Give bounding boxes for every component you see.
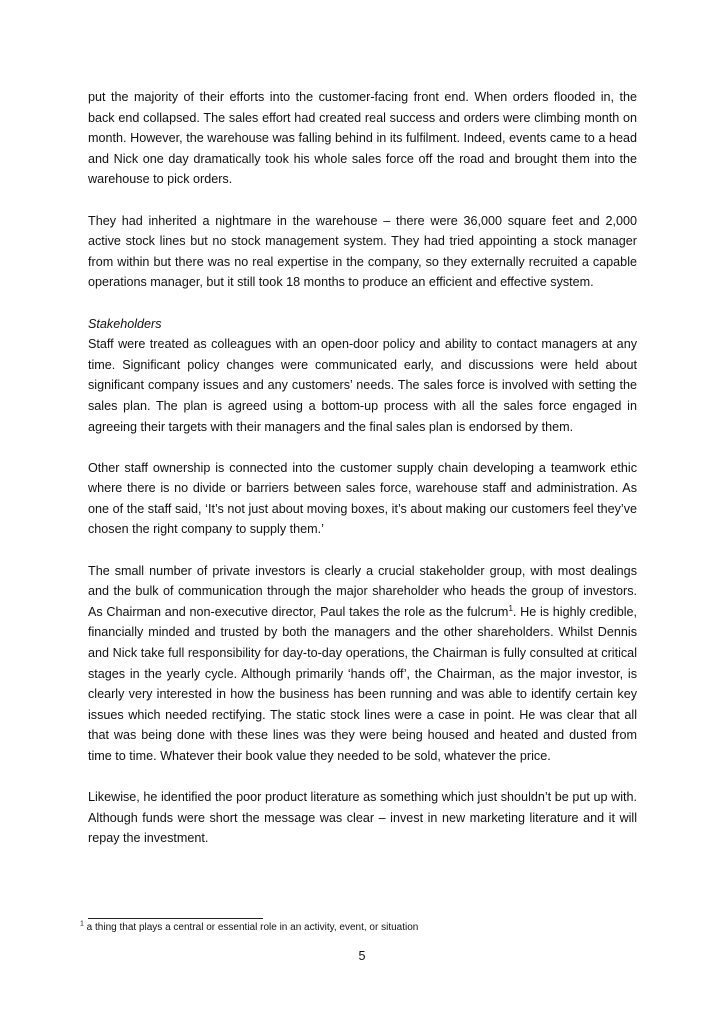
paragraph-staff-colleagues: Staff were treated as colleagues with an open-door policy and ability to contact managers at any time. Significant policy changes were communicated early, and discussions were held about significant company issues and any customers’ needs. The sales force is involved with setting the sales plan. The plan is agreed using a bottom-up process with all the sales force engaged in agreeing their targets with their managers and the final sales plan is endorsed by them. bbox=[88, 337, 637, 434]
footnote-separator bbox=[88, 918, 263, 919]
paragraph-warehouse-nightmare: They had inherited a nightmare in the warehouse – there were 36,000 square feet and 2,000 active stock lines but no stock management system. They had tried appointing a stock manager from within but there was no real expertise in the company, so they externally recruited a capable operations manager, but it still took 18 months to produce an efficient and effective system. bbox=[88, 213, 637, 290]
document-body bbox=[88, 87, 637, 849]
paragraph-warehouse-collapse: put the majority of their efforts into the customer-facing front end. When orders flooded in, the back end collapsed. The sales effort had created real success and orders were climbing month on month. However, the warehouse was falling behind in its fulfilment. Indeed, events came to a head and Nick one day dramatically took his whole sales force off the road and brought them into the warehouse to pick orders. bbox=[88, 90, 637, 187]
investors-text-part1: The small number of private investors is clearly a crucial stakeholder group, with most dealings and the bulk of communication through the major shareholder who heads the group of investors. As Chairman and non-executive director, Paul takes the role as the fulcrum bbox=[88, 563, 637, 619]
investors-text-part2: . He is highly credible, financially minded and trusted by both the managers and the other shareholders. Whilst Dennis and Nick take full responsibility for day-to-day operations, the Chairman is fully consulted at critical stages in the yearly cycle. Although primarily ‘hands off’, the Chairman, as the major investor, is clearly very interested in how the business has been running and was able to identify certain key issues which needed rectifying. The static stock lines were a case in point. He was clear that all that was being done with these lines was they were being housed and heated and dusted from time to time. Whatever their book value they needed to be sold, whatever the price. bbox=[88, 604, 638, 763]
paragraph-private-investors bbox=[88, 561, 637, 767]
footnote-marker: 1 bbox=[80, 920, 84, 928]
page-number: 5 bbox=[358, 949, 366, 963]
footnote-text: a thing that plays a central or essential role in an activity, event, or situation bbox=[83, 922, 419, 933]
paragraph-product-literature: Likewise, he identified the poor product literature as something which just shouldn’t be put up with. Although funds were short the message was clear – invest in new marketing literature and it will repay the investment. bbox=[88, 790, 637, 846]
section-heading-stakeholders: Stakeholders bbox=[88, 316, 162, 331]
paragraph-staff-ownership: Other staff ownership is connected into the customer supply chain developing a teamwork ethic where there is no divide or barriers between sales force, warehouse staff and administration. As one of the staff said, ‘It’s not just about moving boxes, it’s about making our customers feel they’ve chosen the right company to supply them.’ bbox=[88, 460, 637, 537]
footnote bbox=[80, 921, 418, 934]
footnote-reference: 1 bbox=[508, 603, 513, 613]
